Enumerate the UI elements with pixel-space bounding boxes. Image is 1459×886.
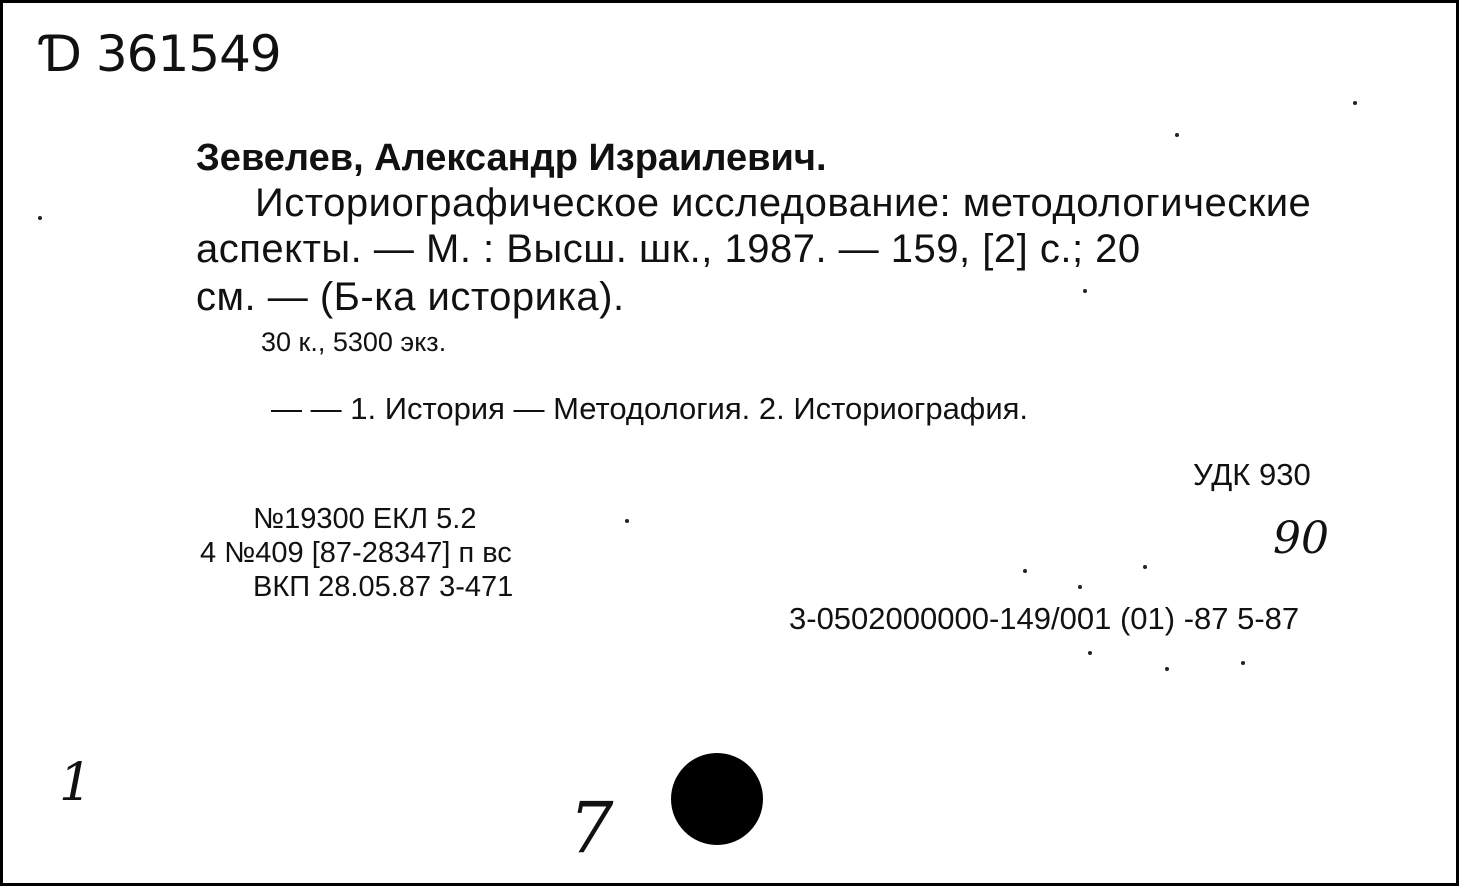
handwritten-mark-1: 1 <box>59 753 93 813</box>
scan-speck <box>625 519 629 523</box>
card-number: Ɗ 361549 <box>41 25 281 83</box>
title-line-2: аспекты. — М. : Высш. шк., 1987. — 159, [2] с.; 20 <box>196 227 1141 271</box>
isbn-code: 3-0502000000-149/001 (01) -87 5-87 <box>789 601 1300 636</box>
library-code-line-1: №19300 ЕКЛ 5.2 <box>253 503 477 535</box>
handwritten-mark-90: 90 <box>1273 513 1329 564</box>
scan-speck <box>1353 101 1357 105</box>
handwritten-mark-7: 7 <box>569 787 614 869</box>
library-code-line-2: 4 №409 [87-28347] п вс <box>200 537 512 569</box>
scan-speck <box>1165 667 1169 671</box>
scan-speck <box>1143 565 1147 569</box>
author-heading: Зевелев, Александр Израилевич. <box>196 137 827 179</box>
scan-speck <box>1023 569 1027 573</box>
scan-speck <box>1088 651 1092 655</box>
price-edition: 30 к., 5300 экз. <box>261 327 447 357</box>
scan-speck <box>1083 289 1087 293</box>
scan-speck <box>1241 661 1245 665</box>
scan-speck <box>1078 585 1082 589</box>
punch-hole <box>671 753 763 845</box>
subject-headings: — — 1. История — Методология. 2. Историография. <box>271 391 1029 426</box>
scan-speck <box>38 216 42 220</box>
title-line-1: Историографическое исследование: методологические <box>255 181 1312 225</box>
library-code-line-3: ВКП 28.05.87 3-471 <box>253 571 514 603</box>
scan-speck <box>1175 133 1179 137</box>
udc-code: УДК 930 <box>1193 457 1311 492</box>
title-line-3: см. — (Б-ка историка). <box>196 275 625 319</box>
